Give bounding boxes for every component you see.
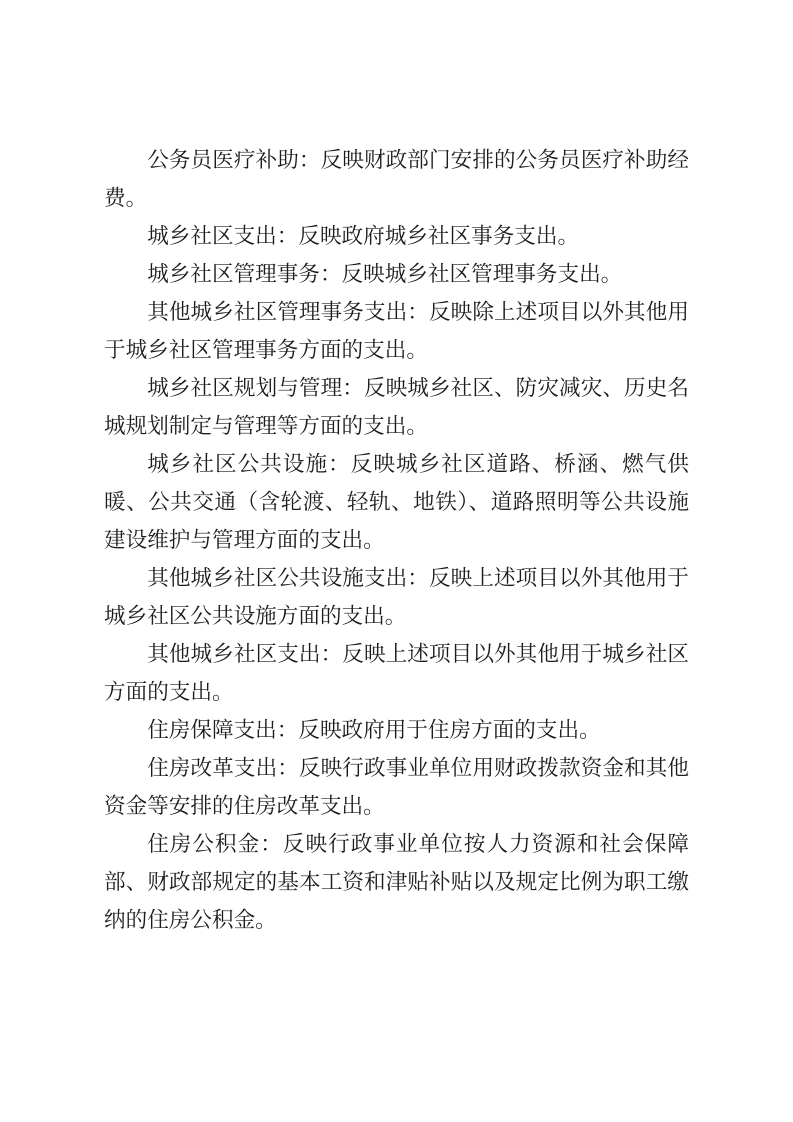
paragraph-civil-servant-medical-subsidy: 公务员医疗补助：反映财政部门安排的公务员医疗补助经费。 <box>104 148 689 211</box>
paragraph-housing-reform-expenditure: 住房改革支出：反映行政事业单位用财政拨款资金和其他资金等安排的住房改革支出。 <box>104 756 689 819</box>
paragraph-housing-security-expenditure: 住房保障支出：反映政府用于住房方面的支出。 <box>147 718 601 743</box>
paragraph-housing-provident-fund: 住房公积金：反映行政事业单位按人力资源和社会保障部、财政部规定的基本工资和津贴补贴以及规定比例为职工缴纳的住房公积金。 <box>104 832 689 933</box>
paragraph-urban-rural-community-expenditure: 城乡社区支出：反映政府城乡社区事务支出。 <box>147 224 580 249</box>
paragraph-other-public-facilities-expenditure: 其他城乡社区公共设施支出：反映上述项目以外其他用于城乡社区公共设施方面的支出。 <box>104 566 689 629</box>
paragraph-community-public-facilities: 城乡社区公共设施：反映城乡社区道路、桥涵、燃气供暖、公共交通（含轮渡、轻轨、地铁）、道路照明等公共设施建设维护与管理方面的支出。 <box>104 452 689 553</box>
paragraph-other-community-management-expenditure: 其他城乡社区管理事务支出：反映除上述项目以外其他用于城乡社区管理事务方面的支出。 <box>104 300 689 363</box>
paragraph-community-management-affairs: 城乡社区管理事务：反映城乡社区管理事务支出。 <box>147 262 623 287</box>
document-body <box>104 142 689 940</box>
paragraph-other-community-expenditure: 其他城乡社区支出：反映上述项目以外其他用于城乡社区方面的支出。 <box>104 642 689 705</box>
paragraph-community-planning-management: 城乡社区规划与管理：反映城乡社区、防灾减灾、历史名城规划制定与管理等方面的支出。 <box>104 376 689 439</box>
